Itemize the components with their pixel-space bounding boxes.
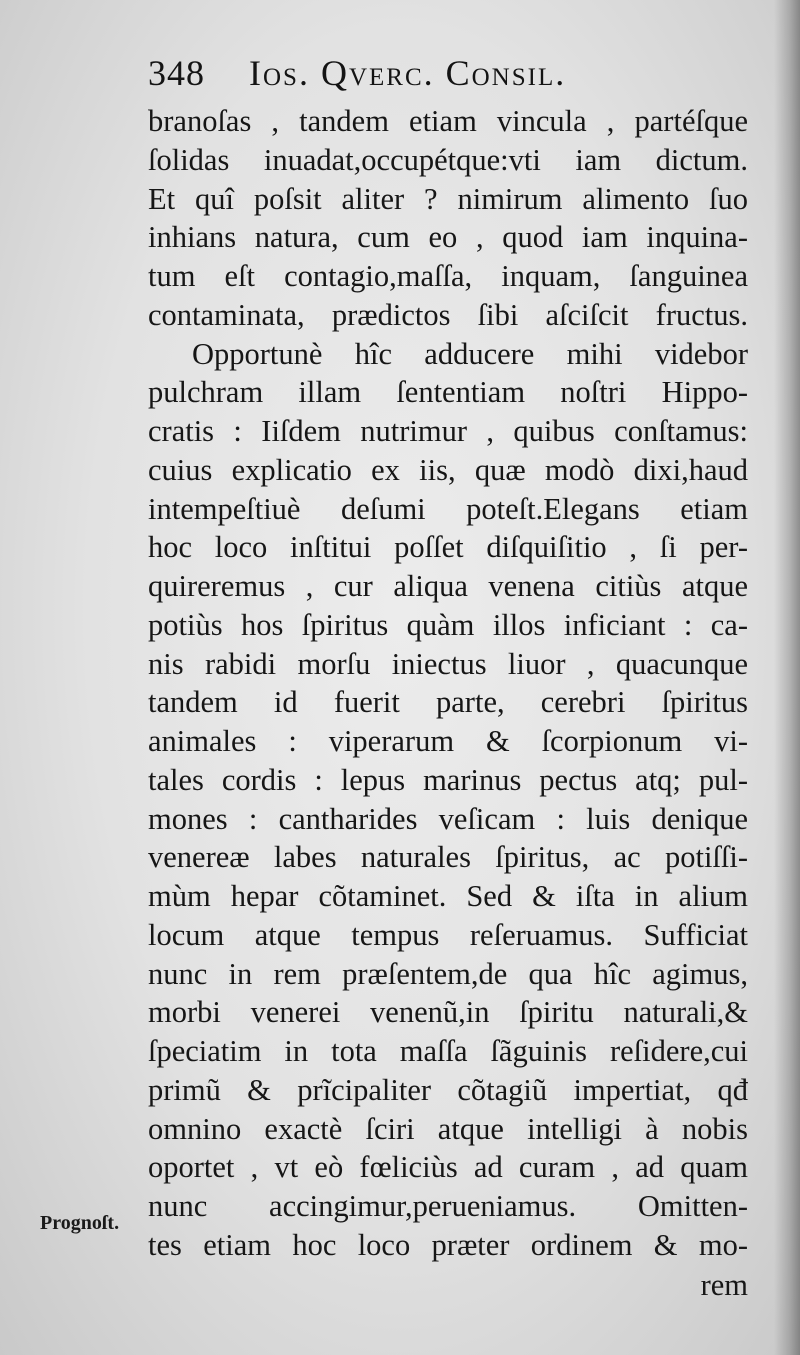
text-line: cratis : Iiſdem nutrimur , quibus conſtamus:	[148, 414, 748, 448]
text-line: pulchram illam ſententiam noſtri Hippo-	[148, 375, 748, 410]
text-line: hoc loco inſtitui poſſet diſquiſitio , ſi per-	[148, 530, 748, 565]
running-title: Ios. Qverc. Consil.	[249, 53, 567, 93]
text-line: intempeſtiuè deſumi poteſt.Elegans etiam	[148, 491, 748, 526]
text-line: cuius explicatio ex iis, quæ modò dixi,haud	[148, 452, 748, 487]
text-line: contaminata, prædictos ſibi aſciſcit fructus.	[148, 297, 748, 332]
page-edge-shadow	[774, 0, 800, 1355]
text-line: tum eſt contagio,maſſa, inquam, ſanguinea	[148, 259, 748, 293]
text-line: mones : cantharides veſicam : luis denique	[148, 801, 748, 836]
text-line: mùm hepar cõtaminet. Sed & iſta in alium	[148, 879, 748, 913]
paragraph-start-line: Opportunè hîc adducere mihi videbor	[192, 336, 748, 371]
text-line: omnino exactè ſciri atque intelligi à nobis	[148, 1111, 748, 1146]
text-line: ſpeciatim in tota maſſa ſãguinis reſidere,cui	[148, 1034, 748, 1068]
text-line: potiùs hos ſpiritus quàm illos inficiant : ca-	[148, 607, 748, 642]
page-header	[148, 52, 748, 92]
text-line: branoſas , tandem etiam vincula , partéſque	[148, 104, 748, 138]
text-line: animales : viperarum & ſcorpionum vi-	[148, 724, 748, 758]
text-line: tandem id fuerit parte, cerebri ſpiritus	[148, 685, 748, 720]
text-line: Et quî poſsit aliter ? nimirum alimento ſuo	[148, 181, 748, 216]
text-line: tales cordis : lepus marinus pectus atq; pul-	[148, 762, 748, 797]
text-line: nunc accingimur,perueniamus. Omitten-	[148, 1189, 748, 1223]
text-line: ſolidas inuadat,occupétque:vti iam dictum.	[148, 142, 748, 177]
text-line: venereæ labes naturales ſpiritus, ac potiſſi-	[148, 840, 748, 875]
page-number: 348	[148, 53, 205, 93]
text-line: tes etiam hoc loco præter ordinem & mo-	[148, 1227, 748, 1262]
body-text	[148, 102, 748, 1265]
text-line: inhians natura, cum eo , quod iam inquina-	[148, 220, 748, 255]
text-line: nunc in rem præſentem,de qua hîc agimus,	[148, 956, 748, 991]
text-line: nis rabidi morſu iniectus liuor , quacunque	[148, 646, 748, 681]
text-line: primũ & prĩcipaliter cõtagiũ impertiat, qđ	[148, 1072, 748, 1107]
text-line: morbi venerei venenũ,in ſpiritu naturali,&	[148, 995, 748, 1030]
marginal-note: Prognoſt.	[40, 1212, 120, 1234]
catchword: rem	[700, 1268, 748, 1302]
text-line: oportet , vt eò fœliciùs ad curam , ad quam	[148, 1150, 748, 1185]
text-line: quireremus , cur aliqua venena citiùs atque	[148, 569, 748, 603]
text-line: locum atque tempus reſeruamus. Sufficiat	[148, 917, 748, 952]
